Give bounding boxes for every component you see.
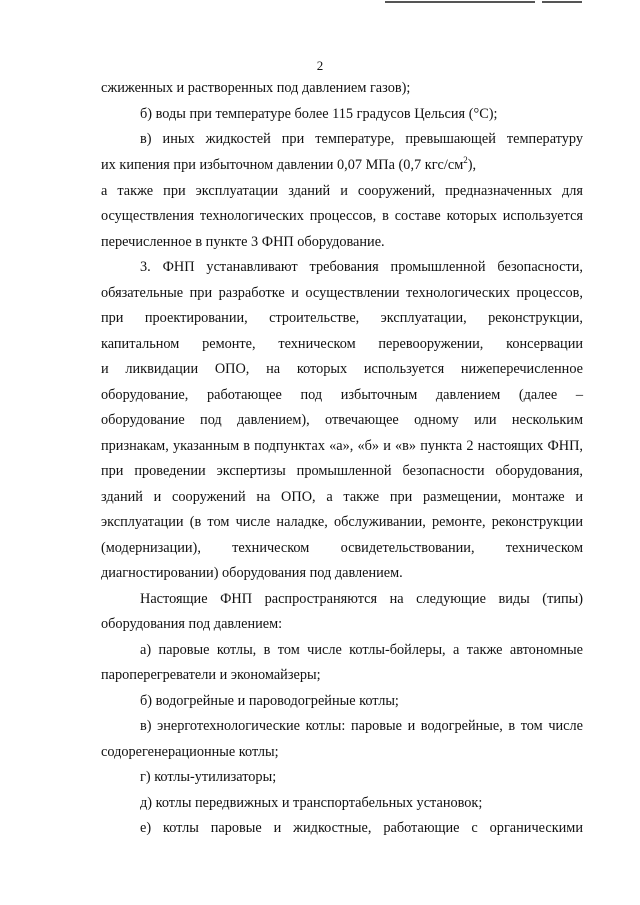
- text-line: е) котлы паровые и жидкостные, работающие с органическими: [140, 820, 583, 836]
- text-line: признакам, указанным в подпунктах «а», «б» и «в» пункта 2 настоящих ФНП,: [101, 438, 583, 454]
- superscript: 2: [463, 155, 468, 166]
- text-line: осуществления технологических процессов, в составе которых используется: [101, 208, 583, 224]
- text-line: содорегенерационные котлы;: [101, 744, 279, 760]
- text-line: эксплуатации (в том числе наладке, обслуживании, ремонте, реконструкции: [101, 514, 583, 530]
- text-line: д) котлы передвижных и транспортабельных установок;: [140, 795, 483, 811]
- text-line: при проведении экспертизы промышленной безопасности оборудования,: [101, 463, 583, 479]
- text-line: при проектировании, строительстве, эксплуатации, реконструкции,: [101, 310, 583, 326]
- text-line: зданий и сооружений на ОПО, а также при размещении, монтаже и: [101, 489, 583, 505]
- scan-edge-mark: [385, 1, 535, 3]
- text-line: 3. ФНП устанавливают требования промышленной безопасности,: [140, 259, 583, 275]
- page-number: 2: [316, 58, 324, 73]
- text-line: г) котлы-утилизаторы;: [140, 769, 277, 785]
- text-line: в) иных жидкостей при температуре, превышающей температуру: [140, 131, 583, 147]
- text-line: капитальном ремонте, техническом перевооружении, консервации: [101, 336, 583, 352]
- text-line: в) энерготехнологические котлы: паровые и водогрейные, в том числе: [140, 718, 583, 734]
- text-line: оборудование под давлением), отвечающее одному или нескольким: [101, 412, 583, 428]
- text-line: б) воды при температуре более 115 градусов Цельсия (°С);: [140, 106, 498, 122]
- text-line: их кипения при избыточном давлении 0,07 МПа (0,7 кгс/$см^2$),: [101, 155, 477, 173]
- text-line: перечисленное в пункте 3 ФНП оборудование.: [101, 234, 385, 250]
- text-line: а) паровые котлы, в том числе котлы-бойлеры, а также автономные: [140, 642, 583, 658]
- text-line: Настоящие ФНП распространяются на следующие виды (типы): [140, 591, 583, 607]
- text-line: обязательные при разработке и осуществлении технологических процессов,: [101, 285, 583, 301]
- text-line: сжиженных и растворенных под давлением газов);: [101, 80, 411, 96]
- text-line: б) водогрейные и пароводогрейные котлы;: [140, 693, 399, 709]
- text-line: оборудование, работающее под избыточным давлением (далее –: [101, 387, 583, 403]
- text-line: диагностировании) оборудования под давлением.: [101, 565, 403, 581]
- text-line: оборудования под давлением:: [101, 616, 283, 632]
- text-line: а также при эксплуатации зданий и сооружений, предназначенных для: [101, 183, 583, 199]
- text-line: (модернизации), техническом освидетельствовании, техническом: [101, 540, 583, 556]
- text-line: и ликвидации ОПО, на которых используется нижеперечисленное: [101, 361, 583, 377]
- scan-edge-mark: [542, 1, 582, 3]
- text-line: пароперегреватели и экономайзеры;: [101, 667, 321, 683]
